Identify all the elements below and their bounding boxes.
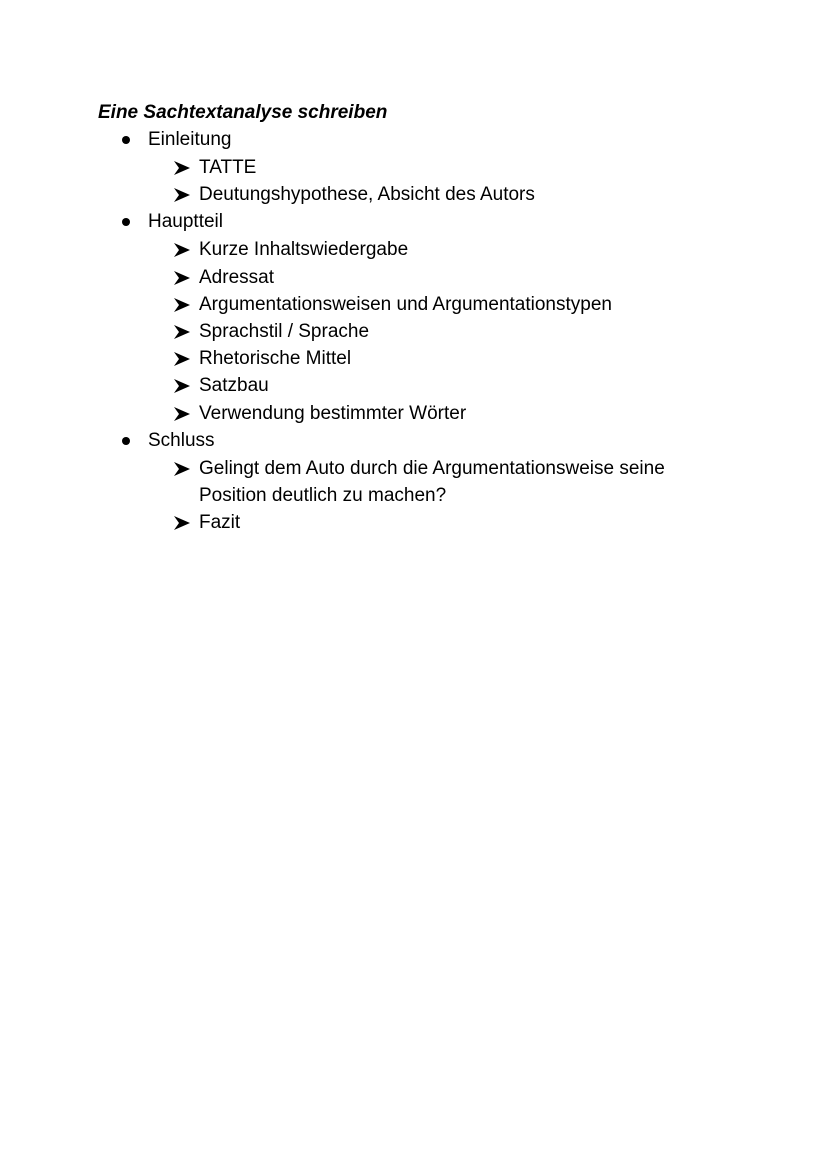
- list-item: [0, 318, 719, 345]
- section-heading-text: Hauptteil: [148, 211, 223, 233]
- sub-item-list: [0, 455, 828, 537]
- arrow-bullet-icon: [174, 264, 194, 291]
- arrow-bullet-icon: [174, 455, 194, 482]
- list-item-text: Kurze Inhaltswiedergabe: [199, 239, 409, 261]
- bullet-icon: [122, 218, 130, 226]
- list-item-text: Verwendung bestimmter Wörter: [199, 402, 467, 424]
- section-schluss: [0, 427, 828, 537]
- list-item: [0, 400, 719, 427]
- list-item-text: Deutungshypothese, Absicht des Autors: [199, 184, 535, 206]
- list-item: [0, 372, 719, 399]
- arrow-bullet-icon: [174, 154, 194, 181]
- arrow-bullet-icon: [174, 509, 194, 536]
- section-hauptteil: [0, 208, 828, 426]
- arrow-bullet-icon: [174, 291, 194, 318]
- arrow-bullet-icon: [174, 400, 194, 427]
- bullet-icon: [122, 437, 130, 445]
- list-item: [0, 345, 719, 372]
- list-item: [0, 181, 719, 208]
- arrow-bullet-icon: [174, 318, 194, 345]
- sub-item-list: [0, 236, 828, 426]
- list-item: [0, 236, 719, 263]
- section-heading: [0, 208, 828, 236]
- list-item: [0, 264, 719, 291]
- list-item-text: Rhetorische Mittel: [199, 348, 352, 370]
- list-item-text: TATTE: [199, 157, 257, 178]
- list-item: [0, 509, 719, 536]
- list-item: [0, 455, 719, 509]
- list-item-text: Gelingt dem Auto durch die Argumentationsweise seine Position deutlich zu machen?: [199, 457, 665, 507]
- arrow-bullet-icon: [174, 181, 194, 208]
- list-item: [0, 154, 719, 181]
- section-einleitung: [0, 126, 828, 208]
- section-heading: [0, 126, 828, 154]
- list-item-text: Sprachstil / Sprache: [199, 321, 370, 343]
- document-title: Eine Sachtextanalyse schreiben: [98, 102, 388, 123]
- section-heading: [0, 427, 828, 455]
- arrow-bullet-icon: [174, 372, 194, 399]
- sub-item-list: [0, 154, 828, 208]
- bullet-icon: [122, 136, 130, 144]
- list-item-text: Adressat: [199, 266, 274, 288]
- list-item-text: Satzbau: [199, 375, 269, 397]
- arrow-bullet-icon: [174, 236, 194, 263]
- outline-list: [0, 126, 828, 536]
- section-heading-text: Schluss: [148, 429, 215, 451]
- list-item: [0, 291, 719, 318]
- arrow-bullet-icon: [174, 345, 194, 372]
- list-item-text: Argumentationsweisen und Argumentationstypen: [199, 293, 612, 315]
- section-heading-text: Einleitung: [148, 129, 232, 150]
- list-item-text: Fazit: [199, 512, 241, 534]
